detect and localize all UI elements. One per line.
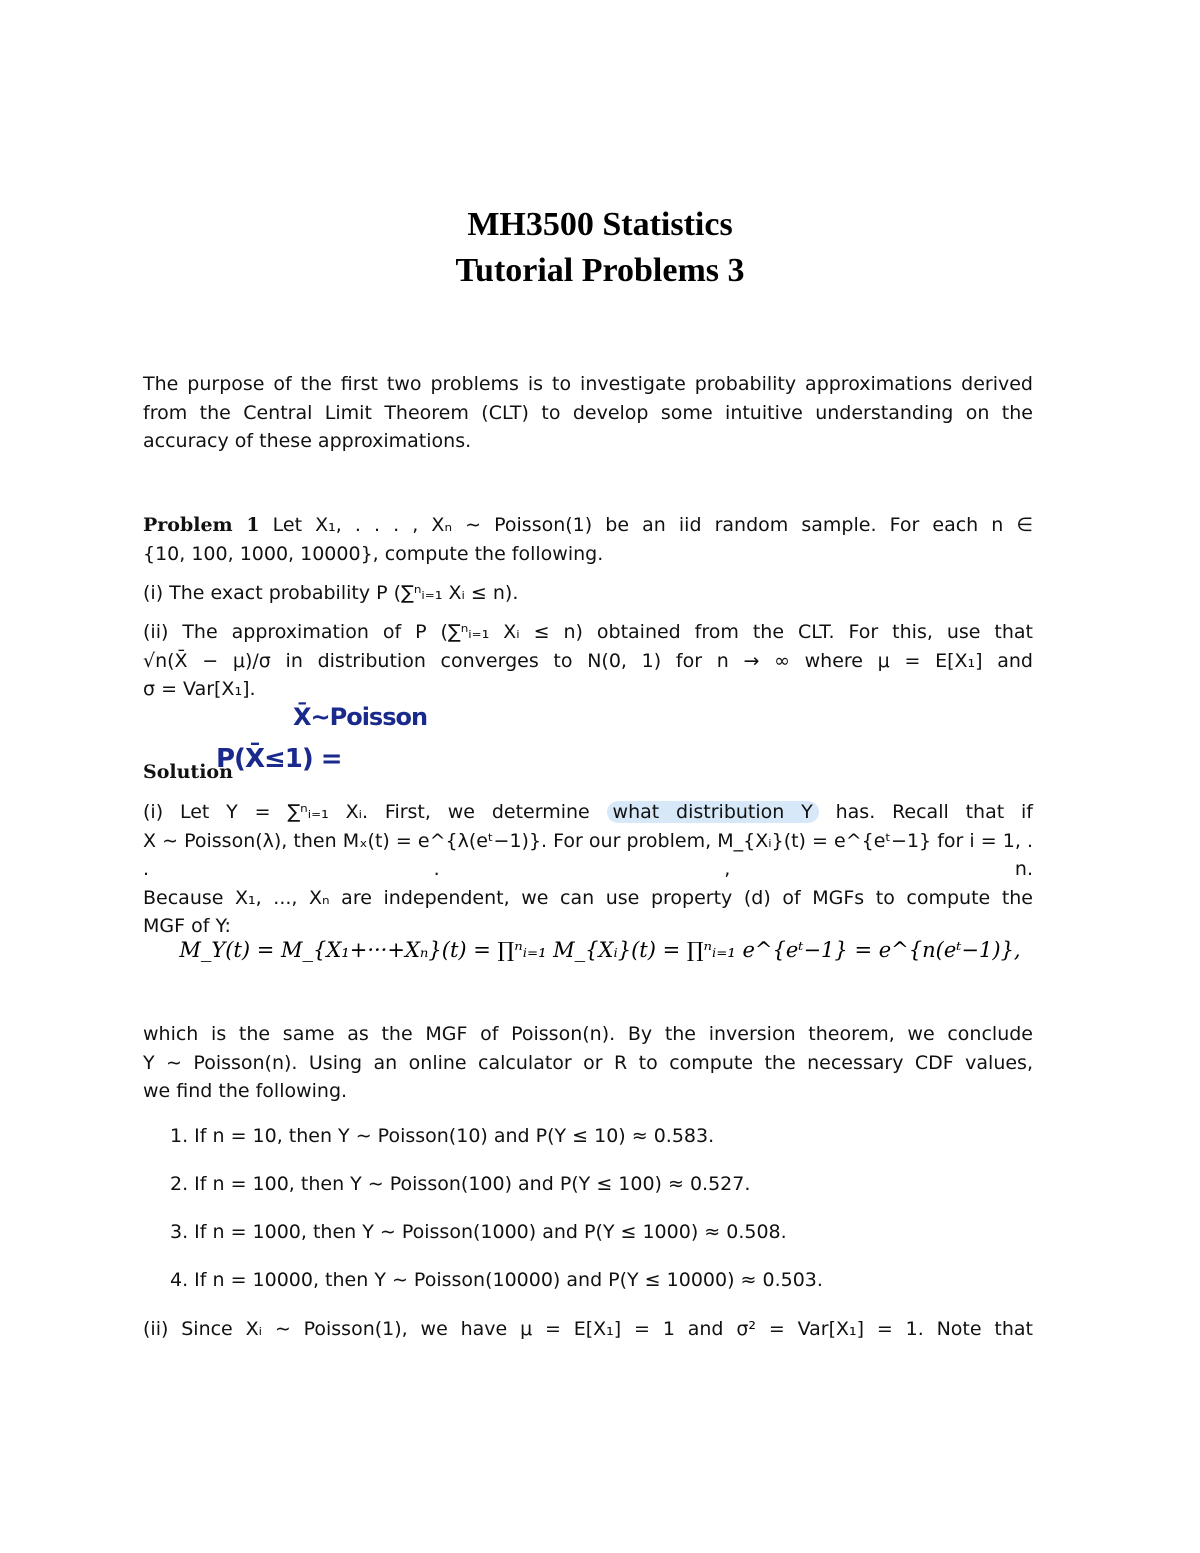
problem-1-part-ii	[143, 618, 1033, 704]
list-item: 3. If n = 1000, then Y ∼ Poisson(1000) and P(Y ≤ 1000) ≈ 0.508.	[170, 1221, 787, 1243]
solution-heading	[143, 758, 1033, 787]
part-ii-line-3: σ = Var[X₁].	[143, 678, 256, 700]
solution-paragraph-2	[143, 1020, 1033, 1106]
document-title: MH3500 Statistics	[467, 206, 733, 243]
handwritten-note-1: X̄~Poisson	[293, 703, 428, 731]
part-ii-line-2: √n(X̄ − μ)/σ in distribution converges to N(0, 1) for n → ∞ where μ = E[X₁] and	[143, 649, 1033, 672]
intro-paragraph	[143, 370, 1033, 456]
list-item: 4. If n = 10000, then Y ∼ Poisson(10000) and P(Y ≤ 10000) ≈ 0.503.	[170, 1269, 823, 1291]
solution-line-8: (ii) Since Xᵢ ∼ Poisson(1), we have μ = E[X₁] = 1 and σ² = Var[X₁] = 1. Note that	[143, 1318, 1033, 1340]
handwritten-note-2: P(X̄≤1) =	[216, 744, 342, 774]
solution-line-5: which is the same as the MGF of Poisson(n). By the inversion theorem, we conclude	[143, 1023, 1033, 1045]
part-ii-line-1: (ii) The approximation of P (∑ⁿᵢ₌₁ Xᵢ ≤ n) obtained from the CLT. For this, use that	[143, 621, 1033, 643]
solution-line-1-a: (i) Let Y = ∑ⁿᵢ₌₁ Xᵢ. First, we determine	[143, 801, 607, 823]
problem-1-statement: Let X₁, . . . , Xₙ ∼ Poisson(1) be an iid random sample. For each n ∈	[272, 514, 1033, 536]
solution-line-7: we find the following.	[143, 1080, 348, 1102]
mgf-equation: M_Y(t) = M_{X₁+···+Xₙ}(t) = ∏ⁿᵢ₌₁ M_{Xᵢ}(t) = ∏ⁿᵢ₌₁ e^{eᵗ−1} = e^{n(eᵗ−1)},	[179, 938, 1021, 962]
intro-line-1: The purpose of the first two problems is to investigate probability approximations derived	[143, 373, 1033, 395]
solution-line-6: Y ∼ Poisson(n). Using an online calculator or R to compute the necessary CDF values,	[143, 1051, 1033, 1074]
problem-1-line-1	[143, 511, 1033, 540]
document-subtitle: Tutorial Problems 3	[455, 252, 745, 289]
intro-line-3: accuracy of these approximations.	[143, 430, 472, 452]
problem-1-label: Problem 1	[143, 514, 260, 536]
problem-1-line-2: {10, 100, 1000, 10000}, compute the following.	[143, 542, 604, 565]
solution-line-1-b: has. Recall that if	[818, 801, 1033, 823]
solution-line-3: Because X₁, ..., Xₙ are independent, we can use property (d) of MGFs to compute the	[143, 886, 1033, 909]
solution-line-2: X ∼ Poisson(λ), then Mₓ(t) = e^{λ(eᵗ−1)}. For our problem, M_{Xᵢ}(t) = e^{eᵗ−1} for i = 1, . . . , n.	[143, 829, 1033, 880]
text-highlight: what distribution Y	[607, 801, 819, 823]
solution-line-1	[143, 798, 1033, 827]
problem-1	[143, 511, 1033, 568]
list-item: 2. If n = 100, then Y ∼ Poisson(100) and P(Y ≤ 100) ≈ 0.527.	[170, 1173, 751, 1195]
problem-1-part-i: (i) The exact probability P (∑ⁿᵢ₌₁ Xᵢ ≤ n).	[143, 582, 519, 604]
intro-line-2: from the Central Limit Theorem (CLT) to develop some intuitive understanding on the	[143, 401, 1033, 424]
list-item: 1. If n = 10, then Y ∼ Poisson(10) and P(Y ≤ 10) ≈ 0.583.	[170, 1125, 715, 1147]
solution-line-4: MGF of Y:	[143, 915, 231, 937]
solution-paragraph-1	[143, 798, 1033, 941]
solution-heading-text: Solution	[143, 761, 233, 783]
solution-paragraph-3	[143, 1315, 1033, 1344]
